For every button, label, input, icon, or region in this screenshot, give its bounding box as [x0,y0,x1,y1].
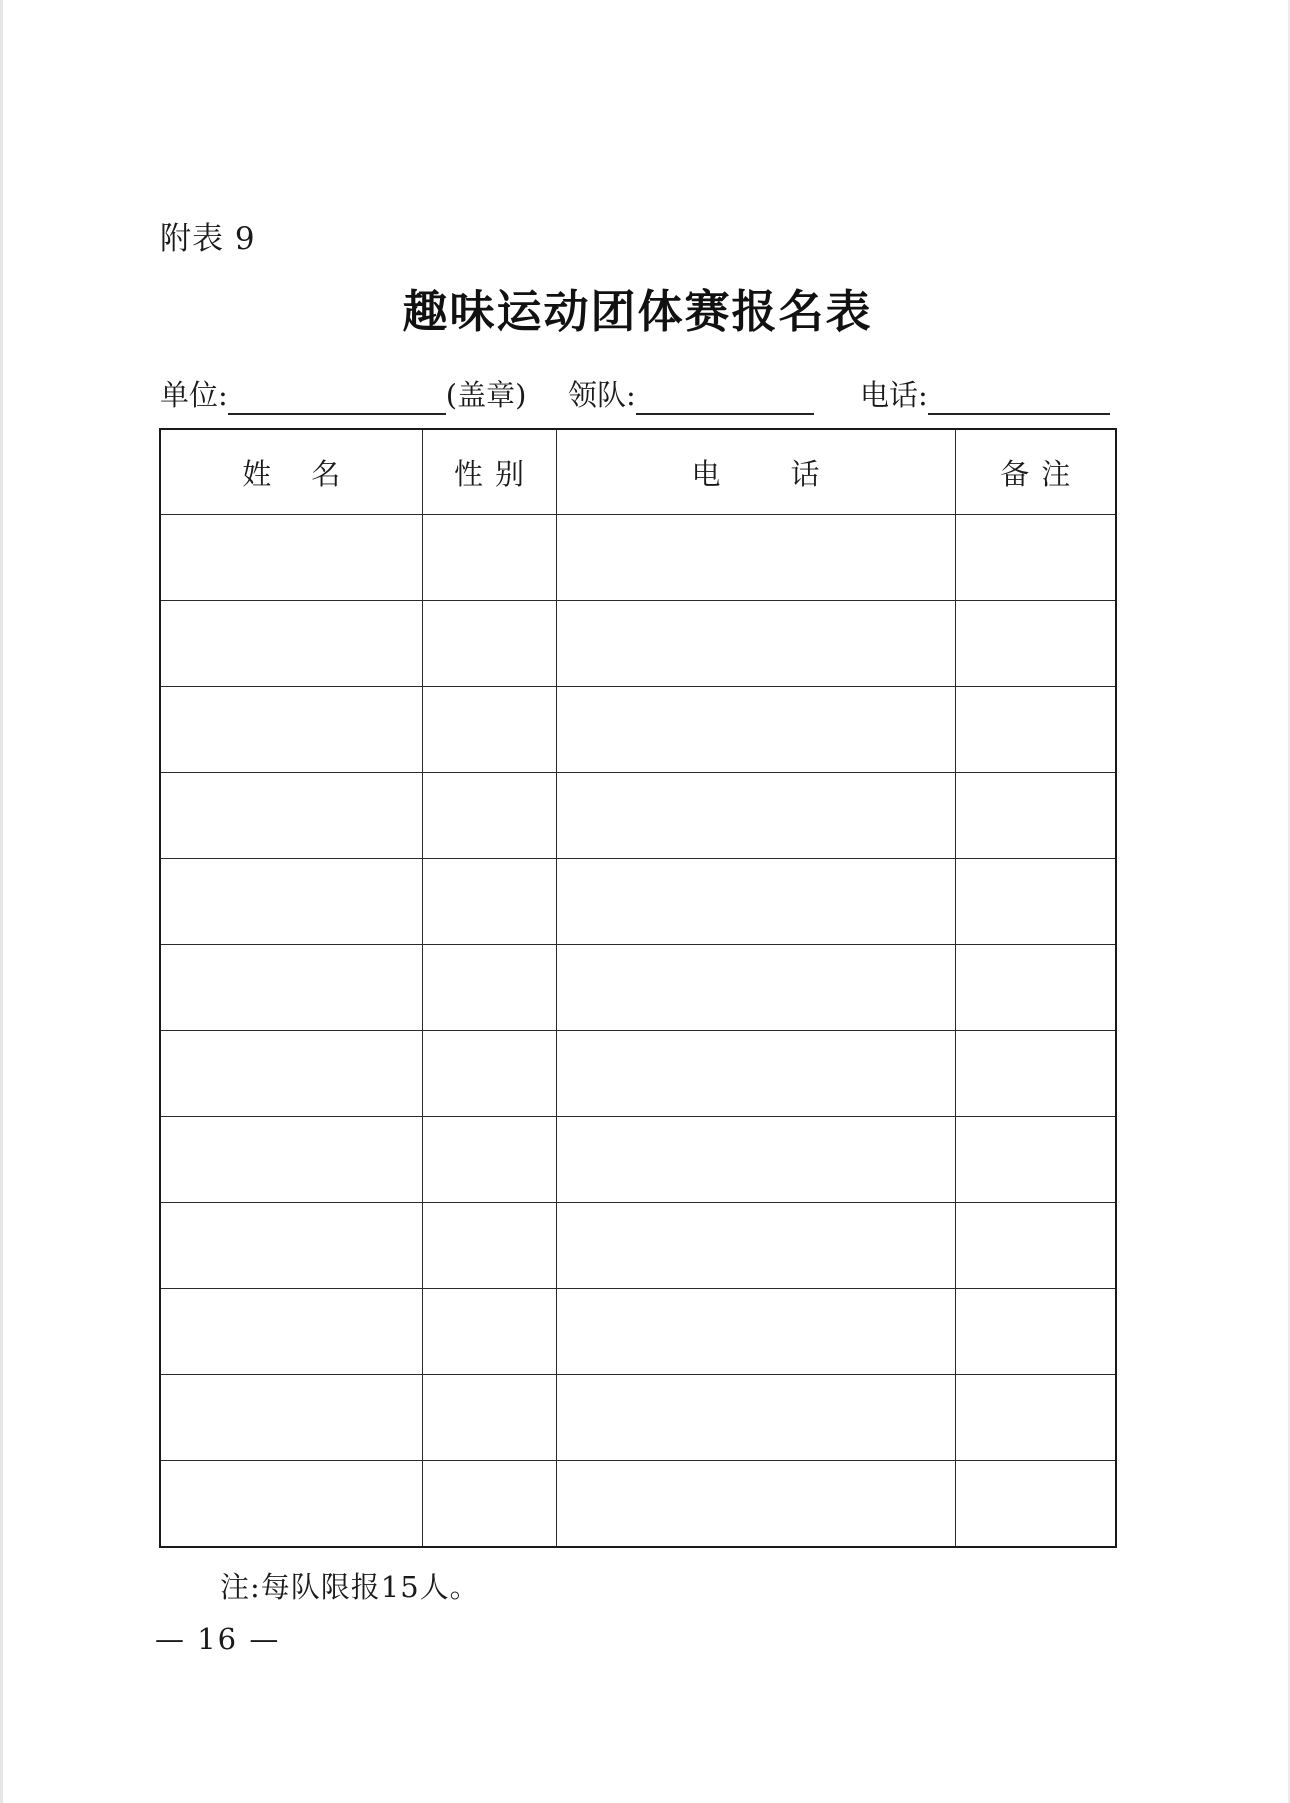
column-header-phone: 电话 [556,429,955,515]
remark-cell[interactable] [955,1202,1116,1288]
remark-cell[interactable] [955,1116,1116,1202]
phone-cell[interactable] [556,772,955,858]
page-edge [0,0,3,1803]
remark-cell[interactable] [955,1460,1116,1547]
page-number: — 16 — [155,1622,281,1656]
remark-cell[interactable] [955,1288,1116,1374]
table-row [160,600,1116,686]
name-cell[interactable] [160,944,422,1030]
unit-field[interactable] [228,383,446,415]
column-header-name: 姓名 [160,429,422,515]
name-cell[interactable] [160,1460,422,1547]
remark-cell[interactable] [955,1374,1116,1460]
table-row [160,944,1116,1030]
registration-table [159,428,1117,1548]
phone-cell[interactable] [556,1374,955,1460]
gender-cell[interactable] [422,515,556,601]
phone-cell[interactable] [556,1460,955,1547]
column-header-remark: 备注 [955,429,1116,515]
phone-cell[interactable] [556,858,955,944]
gender-cell[interactable] [422,1374,556,1460]
name-cell[interactable] [160,772,422,858]
gender-cell[interactable] [422,1116,556,1202]
gender-cell[interactable] [422,600,556,686]
gender-cell[interactable] [422,772,556,858]
phone-cell[interactable] [556,600,955,686]
gender-cell[interactable] [422,858,556,944]
phone-cell[interactable] [556,515,955,601]
table-body [160,515,1116,1548]
phone-cell[interactable] [556,1288,955,1374]
phone-cell[interactable] [556,1030,955,1116]
gender-cell[interactable] [422,686,556,772]
phone-cell[interactable] [556,1116,955,1202]
leader-info [568,375,814,415]
phone-field[interactable] [928,383,1110,415]
gender-cell[interactable] [422,1460,556,1547]
table-header-row [160,429,1116,515]
gender-cell[interactable] [422,1202,556,1288]
name-cell[interactable] [160,858,422,944]
phone-label: 电话: [860,378,928,412]
remark-cell[interactable] [955,772,1116,858]
seal-label: (盖章) [445,378,527,412]
phone-cell[interactable] [556,944,955,1030]
remark-cell[interactable] [955,1030,1116,1116]
table-row [160,1460,1116,1547]
table-row [160,686,1116,772]
table-row [160,1030,1116,1116]
leader-label: 领队: [568,378,636,412]
table-row [160,1202,1116,1288]
note: 注:每队限报15人。 [220,1570,480,1604]
leader-field[interactable] [636,383,814,415]
table-row [160,1374,1116,1460]
gender-cell[interactable] [422,1030,556,1116]
name-cell[interactable] [160,686,422,772]
column-header-gender: 性别 [422,429,556,515]
name-cell[interactable] [160,1030,422,1116]
phone-cell[interactable] [556,686,955,772]
unit-label: 单位: [160,378,228,412]
appendix-label: 附表 9 [160,221,256,257]
remark-cell[interactable] [955,600,1116,686]
remark-cell[interactable] [955,686,1116,772]
name-cell[interactable] [160,1374,422,1460]
phone-info [860,375,1110,415]
name-cell[interactable] [160,1116,422,1202]
table-row [160,858,1116,944]
remark-cell[interactable] [955,858,1116,944]
name-cell[interactable] [160,1202,422,1288]
name-cell[interactable] [160,1288,422,1374]
unit-info [160,375,526,415]
gender-cell[interactable] [422,1288,556,1374]
table-row [160,1116,1116,1202]
remark-cell[interactable] [955,515,1116,601]
gender-cell[interactable] [422,944,556,1030]
phone-cell[interactable] [556,1202,955,1288]
remark-cell[interactable] [955,944,1116,1030]
name-cell[interactable] [160,600,422,686]
table-row [160,1288,1116,1374]
page-title: 趣味运动团体赛报名表 [402,285,873,338]
name-cell[interactable] [160,515,422,601]
table-row [160,515,1116,601]
table-row [160,772,1116,858]
